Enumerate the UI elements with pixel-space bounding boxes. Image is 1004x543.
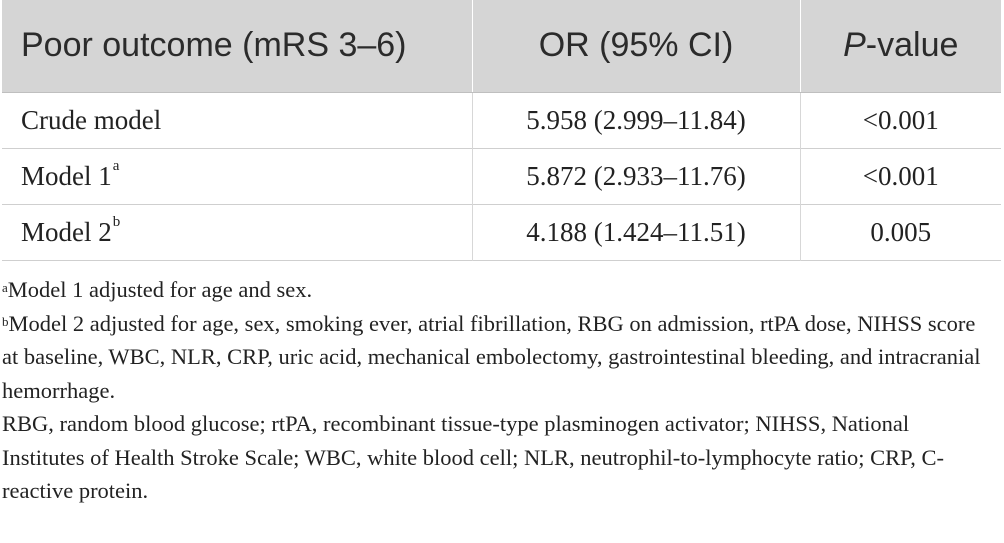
header-p-value [800, 0, 1001, 92]
header-row [2, 0, 1001, 92]
footnote-a-mark: a [2, 280, 8, 295]
model-label: Model 1 [21, 160, 112, 191]
header-or-ci: OR (95% CI) [472, 0, 800, 92]
footnote-b-mark: b [2, 313, 9, 329]
table-body [2, 92, 1001, 260]
footnote-a-text: Model 1 adjusted for age and sex. [7, 277, 313, 302]
footnote-marker: b [112, 213, 121, 230]
row-or-ci: 4.188 (1.424–11.51) [472, 204, 800, 260]
footnote-b-text: Model 2 adjusted for age, sex, smoking ever, atrial fibrillation, RBG on admission, rtPA dose, NIHSS score at baseline, WBC, NLR, CRP, uric acid, mechanical embolectomy, gastrointestinal bleeding, and intracranial hemorrhage. [2, 310, 981, 403]
header-p-letter: P [843, 26, 866, 65]
row-p-value: <0.001 [862, 160, 939, 191]
abbreviations-note: RBG, random blood glucose; rtPA, recombinant tissue-type plasminogen activator; NIHSS, National Institutes of Health Stroke Scale; WBC, white blood cell; NLR, neutrophil-to-lymphocyte ratio; CRP, C-reactive protein. [2, 411, 944, 503]
row-model-name [2, 148, 472, 204]
row-p-value: 0.005 [870, 216, 932, 247]
table-row [2, 148, 1001, 204]
footnote-b [2, 307, 997, 408]
table-footnotes [2, 273, 997, 508]
table-row [2, 204, 1001, 260]
header-p-suffix: -value [865, 26, 959, 65]
model-label: Crude model [21, 104, 162, 135]
header-outcome: Poor outcome (mRS 3–6) [2, 0, 472, 92]
row-model-name [2, 92, 472, 148]
results-table-container [2, 0, 1001, 261]
table-row [2, 92, 1001, 148]
table-header [2, 0, 1001, 92]
row-or-ci: 5.958 (2.999–11.84) [472, 92, 800, 148]
footnote-a [2, 273, 997, 307]
results-table [2, 0, 1001, 261]
row-or-ci: 5.872 (2.933–11.76) [472, 148, 800, 204]
row-model-name [2, 204, 472, 260]
footnote-marker: a [112, 157, 120, 174]
model-label: Model 2 [21, 216, 112, 247]
row-p-value: <0.001 [862, 104, 939, 135]
